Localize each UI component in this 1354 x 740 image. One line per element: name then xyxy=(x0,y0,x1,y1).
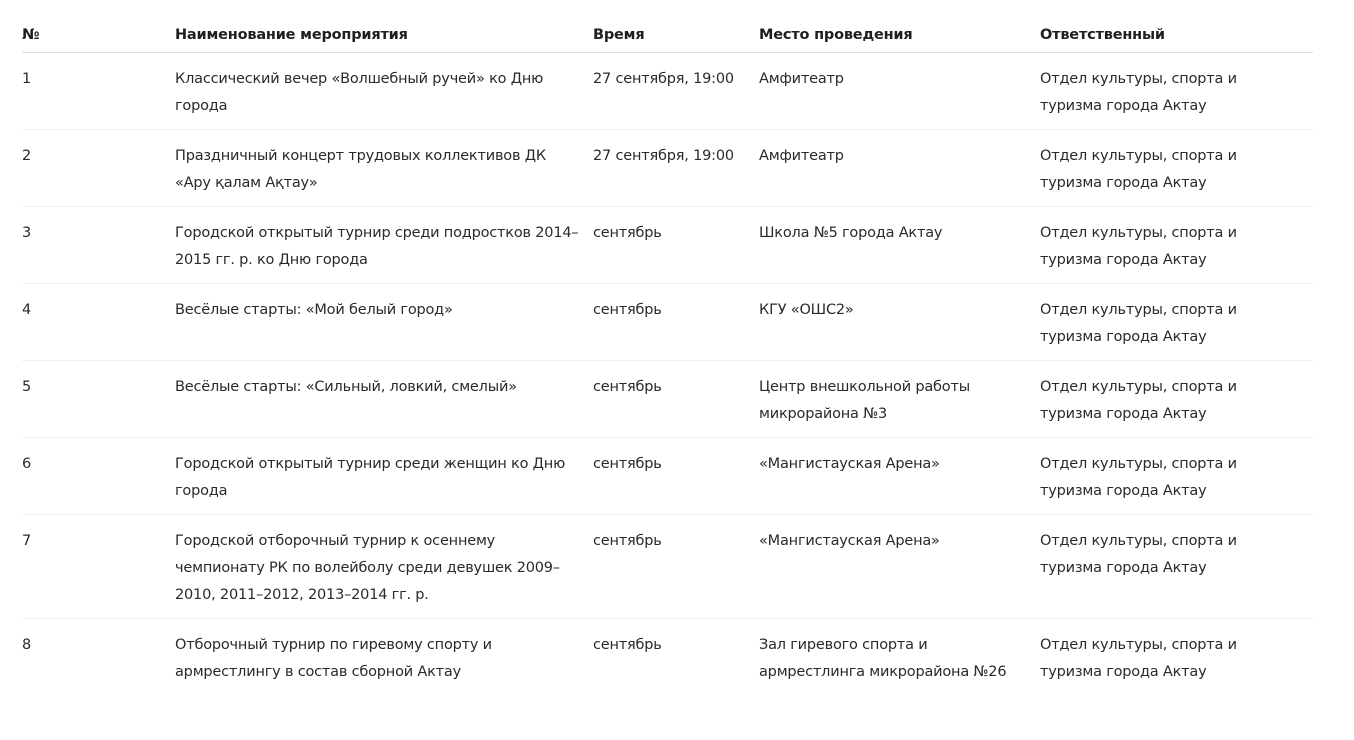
header-name: Наименование мероприятия xyxy=(175,17,593,53)
cell-name: Праздничный концерт трудовых коллективов ДК «Ару қалам Ақтау» xyxy=(175,130,593,207)
cell-num: 4 xyxy=(22,284,175,361)
header-time: Время xyxy=(593,17,759,53)
cell-time: сентябрь xyxy=(593,207,759,284)
cell-name: Городской открытый турнир среди подростков 2014–2015 гг. р. ко Дню города xyxy=(175,207,593,284)
cell-responsible: Отдел культуры, спорта и туризма города Актау xyxy=(1040,53,1313,130)
cell-place: Зал гиревого спорта и армрестлинга микрорайона №26 xyxy=(759,637,1007,680)
cell-num: 2 xyxy=(22,130,175,207)
cell-num: 7 xyxy=(22,515,175,619)
table-row xyxy=(22,284,1313,361)
cell-time: 27 сентября, 19:00 xyxy=(593,53,759,130)
cell-time: сентябрь xyxy=(593,284,759,361)
cell-name: Весёлые старты: «Мой белый город» xyxy=(175,284,593,361)
cell-num: 8 xyxy=(22,637,32,653)
table-row xyxy=(22,130,1313,207)
cell-place: Центр внешкольной работы микрорайона №3 xyxy=(759,361,1040,438)
cell-place: Школа №5 города Актау xyxy=(759,207,1040,284)
table-row xyxy=(22,361,1313,438)
cell-place: «Мангистауская Арена» xyxy=(759,515,1040,619)
cell-place: Амфитеатр xyxy=(759,53,1040,130)
header-num: № xyxy=(22,17,175,53)
cell-name: Весёлые старты: «Сильный, ловкий, смелый» xyxy=(175,361,593,438)
cell-responsible: Отдел культуры, спорта и туризма города Актау xyxy=(1040,438,1313,515)
cell-responsible: Отдел культуры, спорта и туризма города Актау xyxy=(1040,361,1313,438)
cell-responsible: Отдел культуры, спорта и туризма города Актау xyxy=(1040,637,1237,680)
cell-responsible: Отдел культуры, спорта и туризма города Актау xyxy=(1040,515,1313,619)
table-row xyxy=(22,619,1313,696)
table-row xyxy=(22,53,1313,130)
cell-responsible: Отдел культуры, спорта и туризма города Актау xyxy=(1040,130,1313,207)
cell-name: Городской отборочный турнир к осеннему чемпионату РК по волейболу среди девушек 2009–2010, 2011–2012, 2013–2014 гг. р. xyxy=(175,515,593,619)
cell-time: сентябрь xyxy=(593,438,759,515)
cell-place: Амфитеатр xyxy=(759,130,1040,207)
events-table-container xyxy=(22,17,1313,695)
header-place: Место проведения xyxy=(759,17,1040,53)
cell-name: Классический вечер «Волшебный ручей» ко Дню города xyxy=(175,53,593,130)
cell-name: Городской открытый турнир среди женщин ко Дню города xyxy=(175,438,593,515)
table-row xyxy=(22,438,1313,515)
table-row xyxy=(22,515,1313,619)
cell-num: 1 xyxy=(22,53,175,130)
cell-name: Отборочный турнир по гиревому спорту и армрестлингу в состав сборной Актау xyxy=(175,637,492,680)
table-header-row xyxy=(22,17,1313,53)
cell-time: сентябрь xyxy=(593,637,662,653)
cell-num: 5 xyxy=(22,361,175,438)
cell-time: сентябрь xyxy=(593,515,759,619)
cell-num: 3 xyxy=(22,207,175,284)
table-row xyxy=(22,207,1313,284)
cell-responsible: Отдел культуры, спорта и туризма города Актау xyxy=(1040,207,1313,284)
cell-time: сентябрь xyxy=(593,361,759,438)
cell-num: 6 xyxy=(22,438,175,515)
cell-place: «Мангистауская Арена» xyxy=(759,438,1040,515)
header-responsible: Ответственный xyxy=(1040,17,1313,53)
cell-responsible: Отдел культуры, спорта и туризма города Актау xyxy=(1040,284,1313,361)
cell-place: КГУ «ОШС2» xyxy=(759,284,1040,361)
events-table xyxy=(22,17,1313,695)
cell-time: 27 сентября, 19:00 xyxy=(593,130,759,207)
